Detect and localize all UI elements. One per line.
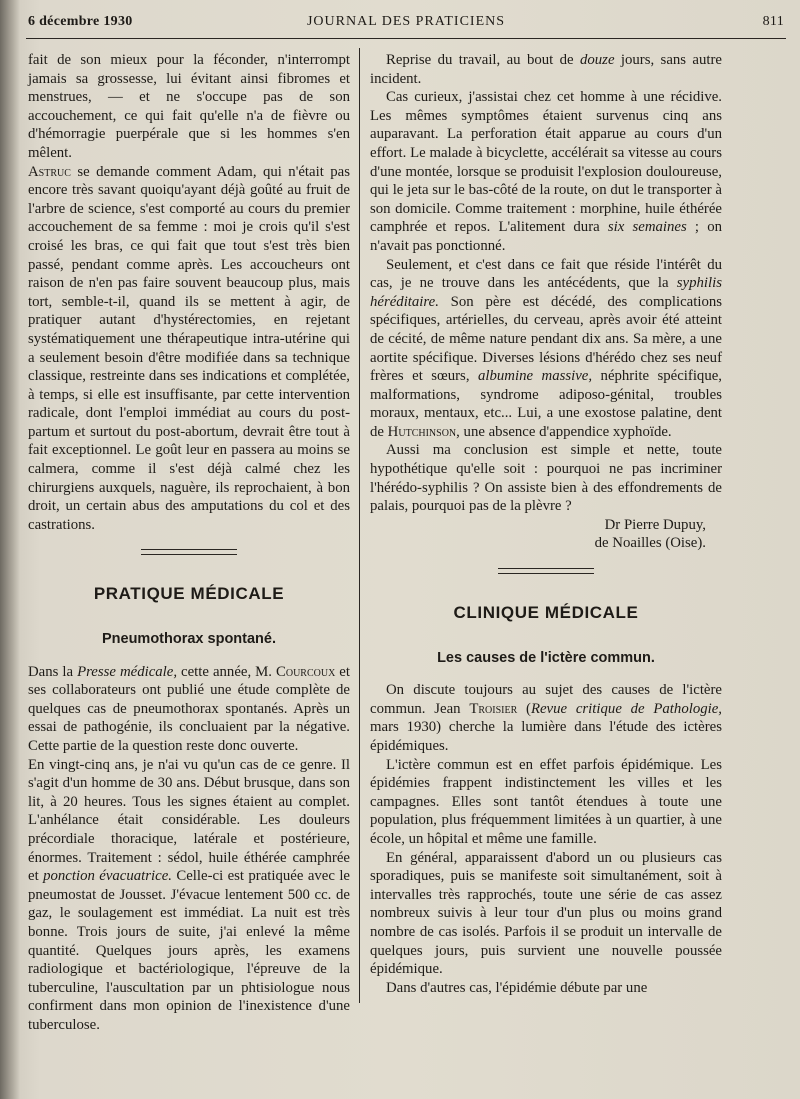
paragraph: fait de son mieux pour la féconder, n'interrompt jamais sa grossesse, lui évitant ainsi fibromes et menstrues, — et ne s'occupe pas de son accouchement, ce qui fait qu'elle n'a de fièvre ou d'hémorragie puerpérale que si les hommes s'en mêlent. — [28, 52, 350, 161]
paragraph: Seulement, et c'est dans ce fait que réside l'intérêt du cas, je ne trouve dans les antécédents, que la syphilis héréditaire. Son père est décédé, des complications spécifiques, artérielles, du cerveau, après avoir été atteint de cécité, de même nature pendant dix ans. Sa mère, a une aortite spécifique. Diverses lésions d'hérédo chez ses neuf frères et sœurs, albumine massive, néphrite spécifique, malformations, syndrome adiposo-génital, troubles moraux, mentaux, etc... Lui, a une exostose palatine, dent de Hutchinson, une absence d'appendice xyphoïde. — [370, 256, 722, 440]
left-column — [28, 51, 350, 1035]
header-date: 6 décembre 1930 — [28, 14, 133, 29]
article-title: Les causes de l'ictère commun. — [437, 649, 655, 666]
paragraph: Astruc se demande comment Adam, qui n'était pas encore très savant quoiqu'ayant déjà goûté au fruit de l'arbre de science, s'est comporté au cours du premier accouchement de sa femme : moi je crois qu'il s'est croisé les bras, ce qui fait que tout s'est très bien passé, pendant comme après. Les accoucheurs ont raison de n'en pas faire souvent beaucoup plus, mais tort, semble-t-il, quand ils se mettent à agir, de pratiquer autant d'hystérectomies, en rejetant systématiquement une thérapeutique intra-utérine qui a seulement besoin d'être modifiée dans sa technique classique, restreinte dans ses indications et complétée, à temps, si elle est insuffisante, par cette intervention radicale, dont l'emploi immédiat au cours du post-partum et surtout du post-abortum, devrait être tout à fait exceptionnel. Le goût leur en passera au moins se calmera, comme il s'est déjà calmé chez les chirurgiens auxquels, naguère, ils reprochaient, à bon droit, un certain abus des amputations du col et des castrations. — [28, 163, 350, 533]
paragraph: L'ictère commun est en effet parfois épidémique. Les épidémies frappent indistinctement les villes et les campagnes. Elles sont tantôt étendues à toute une population, plus fréquemment limitées à un quartier, à une école, un hôpital et même une famille. — [370, 756, 722, 847]
right-column — [370, 51, 722, 997]
paragraph: Aussi ma conclusion est simple et nette, toute hypothétique qu'elle soit : pourquoi ne pas incriminer l'hérédo-syphilis ? On assiste bien à des effondrements de palais, pourquoi pas de la plèvre ? — [370, 442, 722, 515]
author-name: Astruc — [28, 163, 71, 180]
author-name: Hutchinson — [387, 423, 457, 440]
paragraph: Reprise du travail, au bout de douze jours, sans autre incident. — [370, 52, 722, 87]
header-page-number: 811 — [762, 14, 784, 29]
paragraph: Dans la Presse médicale, cette année, M. Courcoux et ses collaborateurs ont publié une étude complète de quelques cas de pneumothorax spontanés. Après un essai de pathogénie, ils concluaient par la négative. Cette partie de la question reste donc ouverte. — [28, 663, 350, 754]
paragraph: En vingt-cinq ans, je n'ai vu qu'un cas de ce genre. Il s'agit d'un homme de 30 ans. Début brusque, dans son lit, à 20 heures. Tous les signes étaient au complet. L'anhélance était considérable. Les douleurs précordiale thoracique, latérale et postérieure, énormes. Traitement : sédol, huile éthérée camphrée et ponction évacuatrice. Celle-ci est pratiquée avec le pneumostat de Jousset. J'évacue lentement 500 cc. de gaz, le soulagement est immédiat. La nuit est très bonne. Trois jours de suite, j'ai enlevé la même quantité. Quelques jours après, les examens radiologique et bactériologique, l'épreuve de la tuberculine, l'auscultation par un phtisiologue nous confirment dans mon opinion de l'inexistence d'une tuberculose. — [28, 756, 350, 1033]
article-title: Pneumothorax spontané. — [101, 631, 277, 648]
section-title: PRATIQUE MÉDICALE — [93, 584, 285, 604]
header-journal-title: JOURNAL DES PRATICIENS — [306, 14, 506, 29]
paragraph: En général, apparaissent d'abord un ou plusieurs cas sporadiques, puis se manifeste soit simultanément, soit à intervalles très rapprochés, toute une série de cas assez nombreux suivis à leur tour d'un plus ou moins grand nombre de cas isolés. Parfois il se produit un intervalle de quelques jours, puis survient une nouvelle poussée épidémique. — [370, 849, 722, 978]
section-divider — [498, 568, 594, 574]
column-separator — [359, 48, 360, 1003]
paragraph: Dans d'autres cas, l'épidémie débute par une — [386, 979, 648, 996]
author-name: Troisier — [469, 700, 518, 717]
signature-name: Dr Pierre Dupuy, — [604, 516, 706, 533]
author-name: Courcoux — [275, 663, 336, 680]
header-rule — [26, 38, 786, 39]
page-binding-edge — [0, 0, 20, 1099]
signature-place: de Noailles (Oise). — [594, 535, 706, 552]
section-title: CLINIQUE MÉDICALE — [453, 603, 639, 623]
section-divider — [141, 549, 237, 555]
paragraph: Cas curieux, j'assistai chez cet homme à une récidive. Les mêmes symptômes étaient survenus cinq ans auparavant. La perforation était apparue au cours d'un effort. Le malade à bicyclette, accélérait sa vitesse au cours d'une montée, lorsque se produisit l'explosion douloureuse, qui le jeta sur le bas-côté de la route, on dut le transporter à son domicile. Comme traitement : morphine, huile éthérée camphrée et repos. L'alitement dura six semaines ; on n'avait pas ponctionné. — [370, 89, 722, 254]
running-header — [28, 14, 784, 36]
paragraph: On discute toujours au sujet des causes de l'ictère commun. Jean Troisier (Revue critique de Pathologie, mars 1930) cherche la lumière dans l'étude des ictères épidémiques. — [370, 682, 723, 754]
